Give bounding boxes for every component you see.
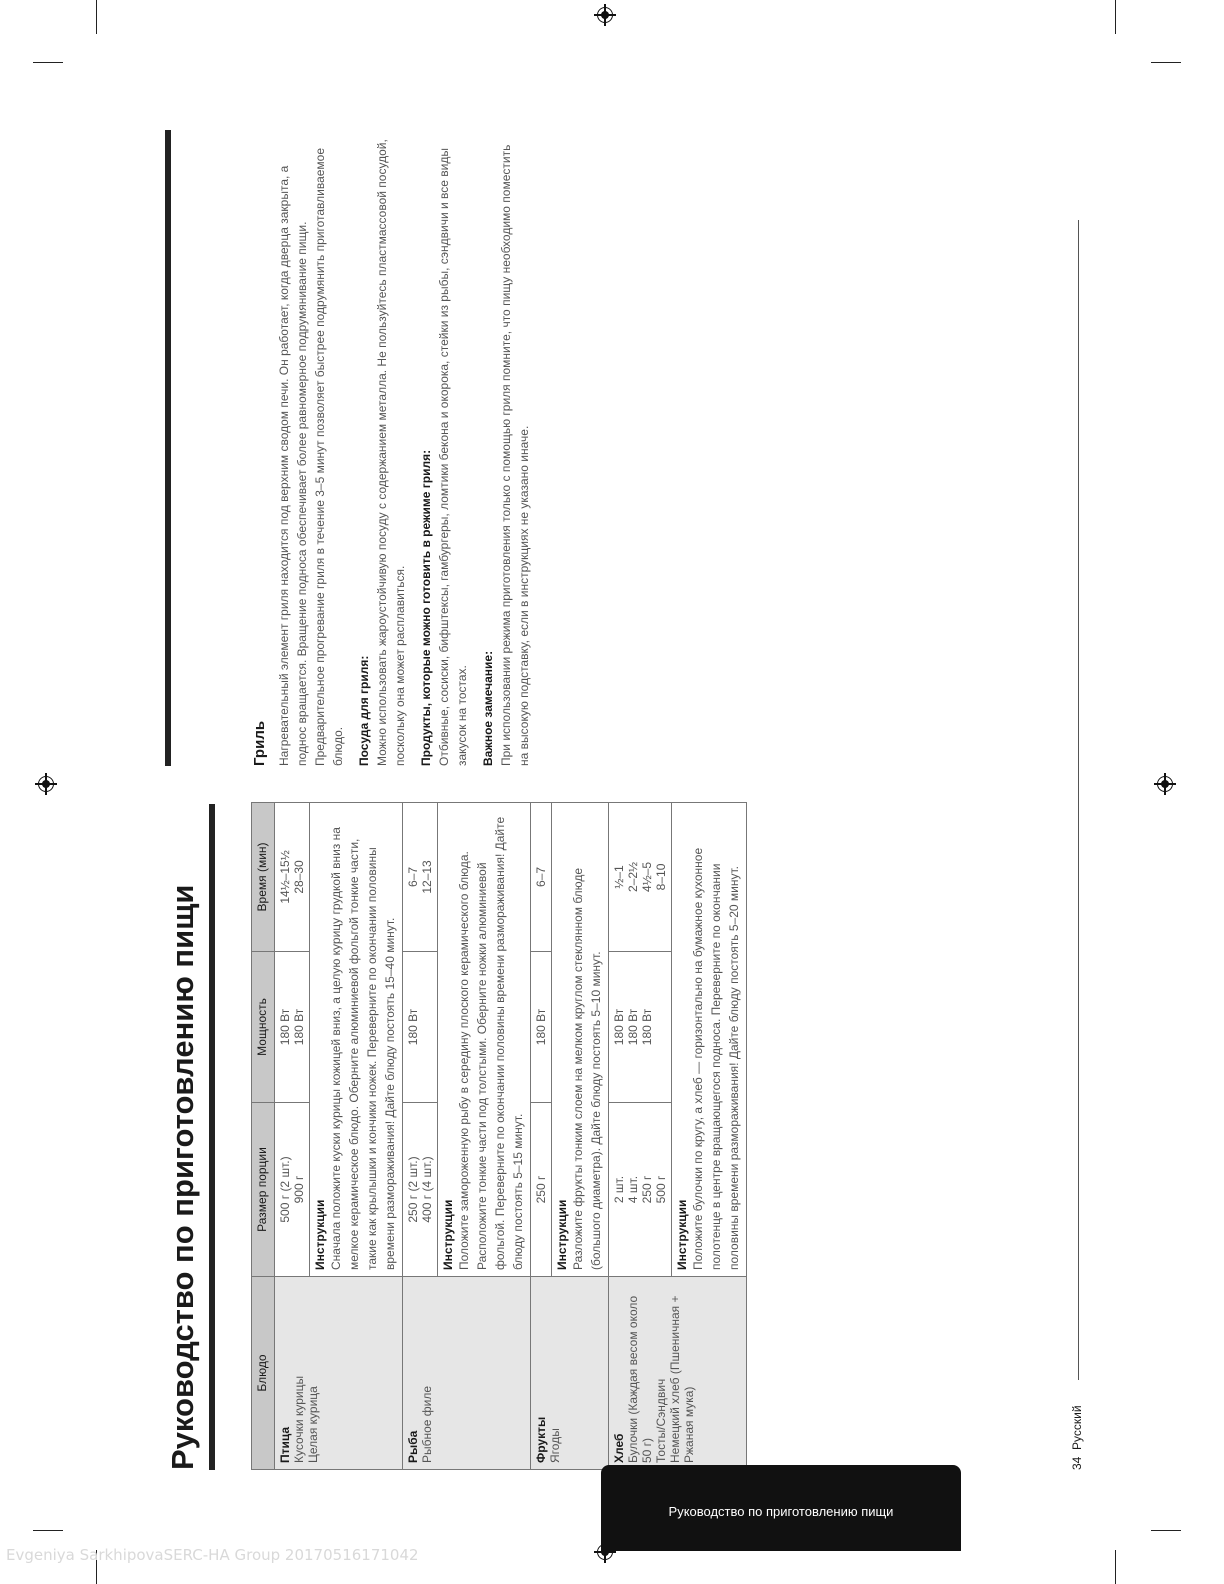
- grill-intro: Нагревательный элемент гриля находится под верхним сводом печи. Он работает, когда дверца закрыта, а поднос вращается. Вращение подноса обеспечивает более равномерное подрумянивание пищи. Предварительное прогревание гриля в течение 3–5 минут позволяет быстрее подрумянить приготавливаемое блюдо.: [277, 147, 345, 766]
- time-value: 28–30: [292, 860, 306, 894]
- instructions-label: Инструкции: [313, 1199, 327, 1270]
- table-row: [609, 803, 672, 1470]
- header-portion: Размер порции: [252, 1103, 275, 1277]
- instructions-text: Сначала положите куски курицы кожицей вниз, а целую курицу грудкой вниз на мелкое керамическое блюдо. Оберните алюминиевой фольгой тонкие части, такие как крылышки и кончики ножек. Переверните по окончании половины времени размораживания! Дайте блюду постоять 15–40 минут.: [329, 827, 397, 1270]
- time-value: 8–10: [654, 863, 668, 891]
- crop-mark: [96, 0, 97, 34]
- title-rule: [209, 804, 215, 1470]
- dish-cell: [403, 1277, 531, 1470]
- power-cell: [403, 951, 438, 1102]
- dish-group: Птица: [278, 1426, 292, 1463]
- page-footer: [1070, 1405, 1084, 1470]
- file-slug: Evgeniya SarkhipovaSERC-HA Group 20170516171042: [6, 1546, 419, 1564]
- power-cell: [275, 951, 310, 1102]
- section-rule: [165, 130, 171, 766]
- footer-language: Русский: [1070, 1405, 1084, 1450]
- defrost-table: [251, 802, 747, 1470]
- dish-cell: [531, 1277, 609, 1470]
- portion-value: 250 г: [640, 1175, 654, 1204]
- portion-cell: [403, 1103, 438, 1277]
- time-cell: [403, 803, 438, 952]
- time-cell: [609, 803, 672, 952]
- power-value: 180 Вт: [612, 1008, 626, 1046]
- note-heading: Важное замечание:: [481, 650, 495, 766]
- time-value: 12–13: [420, 860, 434, 894]
- dish-cell: [275, 1277, 403, 1470]
- dish-group: Рыба: [406, 1430, 420, 1463]
- portion-value: 250 г: [534, 1175, 548, 1204]
- section-tab: Руководство по приготовлению пищи: [601, 1465, 961, 1551]
- time-value: 6–7: [534, 866, 548, 887]
- registration-mark-icon: [594, 4, 616, 26]
- table-row: [403, 803, 438, 1470]
- dish-item: Кусочки курицы: [292, 1375, 306, 1463]
- instructions-cell: [552, 803, 609, 1277]
- dish-group: Фрукты: [534, 1416, 548, 1463]
- dish-item: Булочки (Каждая весом около 50 г): [626, 1295, 654, 1463]
- instructions-cell: [310, 803, 403, 1277]
- time-value: 6–7: [406, 866, 420, 887]
- dish-item: Тосты/Сэндвич: [654, 1378, 668, 1463]
- dish-item: Немецкий хлеб (Пшеничная + Ржаная мука): [668, 1295, 696, 1463]
- instructions-text: Разложите фрукты тонким слоем на мелком круглом стеклянном блюде (большого диаметра). Дайте блюду постоять 5–10 минут.: [571, 867, 603, 1270]
- power-value: 180 Вт: [292, 1008, 306, 1046]
- registration-mark-icon: [35, 773, 57, 795]
- power-value: 180 Вт: [534, 1008, 548, 1046]
- foods-text: Отбивные, сосиски, бифштексы, гамбургеры, ломтики бекона и окорока, стейки из рыбы, сэндвичи и все виды закусок на тостах.: [437, 148, 469, 766]
- grill-heading: Гриль: [251, 720, 268, 766]
- portion-value: 500 г: [654, 1175, 668, 1204]
- instructions-label: Инструкции: [555, 1199, 569, 1270]
- rotated-page: [165, 130, 1085, 1470]
- page-title: Руководство по приготовлению пищи: [165, 884, 200, 1470]
- instructions-label: Инструкции: [441, 1199, 455, 1270]
- registration-mark-icon: [1154, 773, 1176, 795]
- header-dish: Блюдо: [252, 1277, 275, 1470]
- portion-value: 500 г (2 шт.): [278, 1156, 292, 1223]
- power-value: 180 Вт: [278, 1008, 292, 1046]
- crop-mark: [33, 1530, 63, 1531]
- header-power: Мощность: [252, 951, 275, 1102]
- portion-value: 900 г: [292, 1175, 306, 1204]
- portion-cell: [609, 1103, 672, 1277]
- power-value: 180 Вт: [640, 1008, 654, 1046]
- dish-group: Хлеб: [612, 1433, 626, 1463]
- portion-cell: [275, 1103, 310, 1277]
- time-value: 2–2½: [626, 861, 640, 892]
- portion-value: 4 шт.: [626, 1175, 640, 1204]
- crop-mark: [1115, 0, 1116, 34]
- foods-heading: Продукты, которые можно готовить в режиме гриля:: [419, 449, 433, 766]
- power-value: 180 Вт: [406, 1008, 420, 1046]
- portion-value: 2 шт.: [612, 1175, 626, 1204]
- crop-mark: [33, 62, 63, 63]
- instructions-cell: [438, 803, 531, 1277]
- cookware-heading: Посуда для гриля:: [357, 655, 371, 766]
- power-value: 180 Вт: [626, 1008, 640, 1046]
- dish-cell: [609, 1277, 747, 1470]
- time-value: 4½–5: [640, 861, 654, 892]
- time-cell: [531, 803, 552, 952]
- instructions-text: Положите замороженную рыбу в середину плоского керамического блюда. Расположите тонкие части под толстыми. Оберните ножки алюминиевой фольгой. Переверните по окончании половины времени размораживания! Дайте блюду постоять 5–15 минут.: [457, 816, 525, 1270]
- dish-item: Целая курица: [306, 1386, 320, 1463]
- crop-mark: [1115, 1550, 1116, 1584]
- power-cell: [609, 951, 672, 1102]
- cookware-text: Можно использовать жароустойчивую посуду с содержанием металла. Не пользуйтесь пластмассовой посудой, поскольку она может расплавиться.: [375, 139, 407, 766]
- instructions-label: Инструкции: [675, 1199, 689, 1270]
- portion-value: 400 г (4 шт.): [420, 1156, 434, 1223]
- dish-item: Рыбное филе: [420, 1385, 434, 1463]
- crop-mark: [1151, 1530, 1181, 1531]
- time-value: ½–1: [612, 865, 626, 889]
- page-number: 34: [1070, 1456, 1084, 1470]
- dish-item: Ягоды: [548, 1428, 562, 1463]
- table-row: [275, 803, 310, 1470]
- instructions-text: Положите булочки по кругу, а хлеб — горизонтально на бумажное кухонное полотенце в центре вращающегося подноса. Переверните по окончании половины времени размораживания! Дайте блюду постоять 5–20 минут.: [691, 847, 741, 1270]
- portion-cell: [531, 1103, 552, 1277]
- instructions-cell: [672, 803, 747, 1277]
- crop-mark: [1151, 62, 1181, 63]
- portion-value: 250 г (2 шт.): [406, 1156, 420, 1223]
- grill-section: [251, 130, 533, 766]
- header-time: Время (мин): [252, 803, 275, 952]
- time-cell: [275, 803, 310, 952]
- note-text: При использовании режима приготовления только с помощью гриля помните, что пищу необходимо поместить на высокую подставку, если в инструкциях не указано иначе.: [499, 144, 531, 766]
- power-cell: [531, 951, 552, 1102]
- time-value: 14½–15½: [278, 850, 292, 904]
- footer-rule: [1078, 220, 1079, 1380]
- table-row: [531, 803, 552, 1470]
- table-header-row: [252, 803, 275, 1470]
